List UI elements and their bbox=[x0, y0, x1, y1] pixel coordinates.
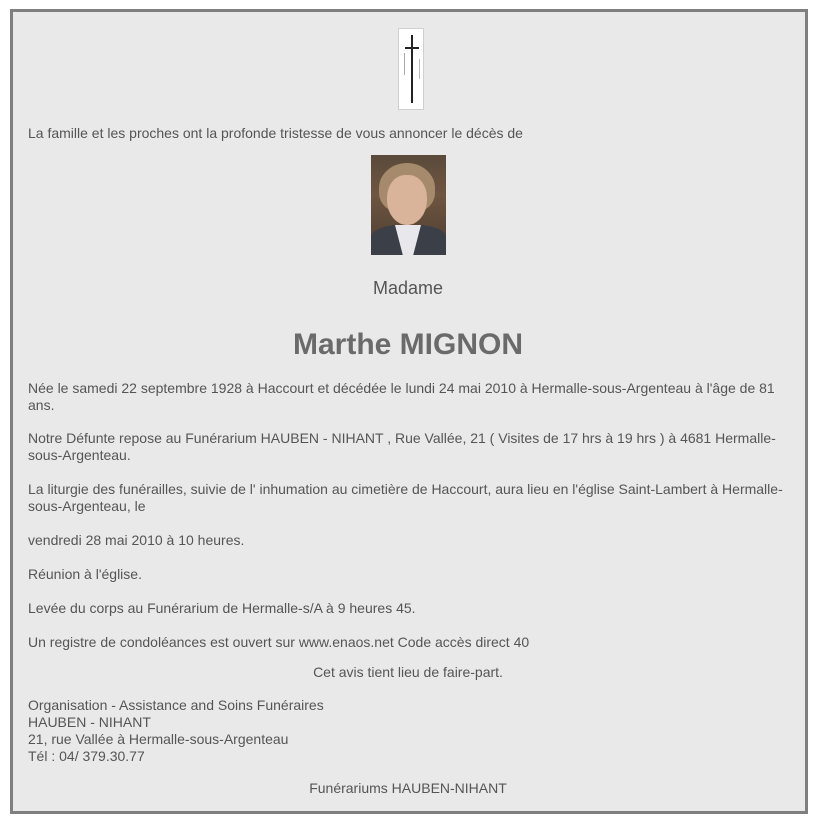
portrait-photo bbox=[371, 155, 446, 255]
notice-text: Cet avis tient lieu de faire-part. bbox=[313, 664, 503, 680]
obituary-frame bbox=[10, 9, 808, 814]
cross-icon bbox=[398, 28, 424, 110]
footer-text: Funérariums HAUBEN-NIHANT bbox=[309, 780, 507, 796]
liturgy-text: La liturgie des funérailles, suivie de l' inhumation au cimetière de Haccourt, aura lieu en l'église Saint-Lambert à Hermalle-sous-Argenteau, le bbox=[28, 481, 783, 514]
ceremony-date: vendredi 28 mai 2010 à 10 heures. bbox=[28, 532, 245, 548]
honorific: Madame bbox=[372, 278, 444, 298]
rest-text: Notre Défunte repose au Funérarium HAUBEN - NIHANT , Rue Vallée, 21 ( Visites de 17 hrs à 19 hrs ) à 4681 Hermalle-sous-Argenteau. bbox=[28, 430, 776, 463]
organisation-line-2: HAUBEN - NIHANT bbox=[28, 714, 151, 730]
intro-text: La famille et les proches ont la profonde tristesse de vous annoncer le décès de bbox=[28, 125, 523, 141]
meeting-text: Réunion à l'église. bbox=[28, 566, 142, 582]
birth-death-text: Née le samedi 22 septembre 1928 à Haccourt et décédée le lundi 24 mai 2010 à Hermalle-sous-Argenteau à l'âge de 81 ans. bbox=[28, 380, 775, 413]
register-text: Un registre de condoléances est ouvert sur www.enaos.net Code accès direct 40 bbox=[28, 634, 530, 650]
organisation-phone: Tél : 04/ 379.30.77 bbox=[28, 748, 145, 764]
organisation-line-3: 21, rue Vallée à Hermalle-sous-Argenteau bbox=[28, 731, 289, 747]
deceased-name: Marthe MIGNON bbox=[292, 328, 523, 361]
levee-text: Levée du corps au Funérarium de Hermalle-s/A à 9 heures 45. bbox=[28, 600, 416, 616]
organisation-line-1: Organisation - Assistance and Soins Funéraires bbox=[28, 697, 324, 713]
